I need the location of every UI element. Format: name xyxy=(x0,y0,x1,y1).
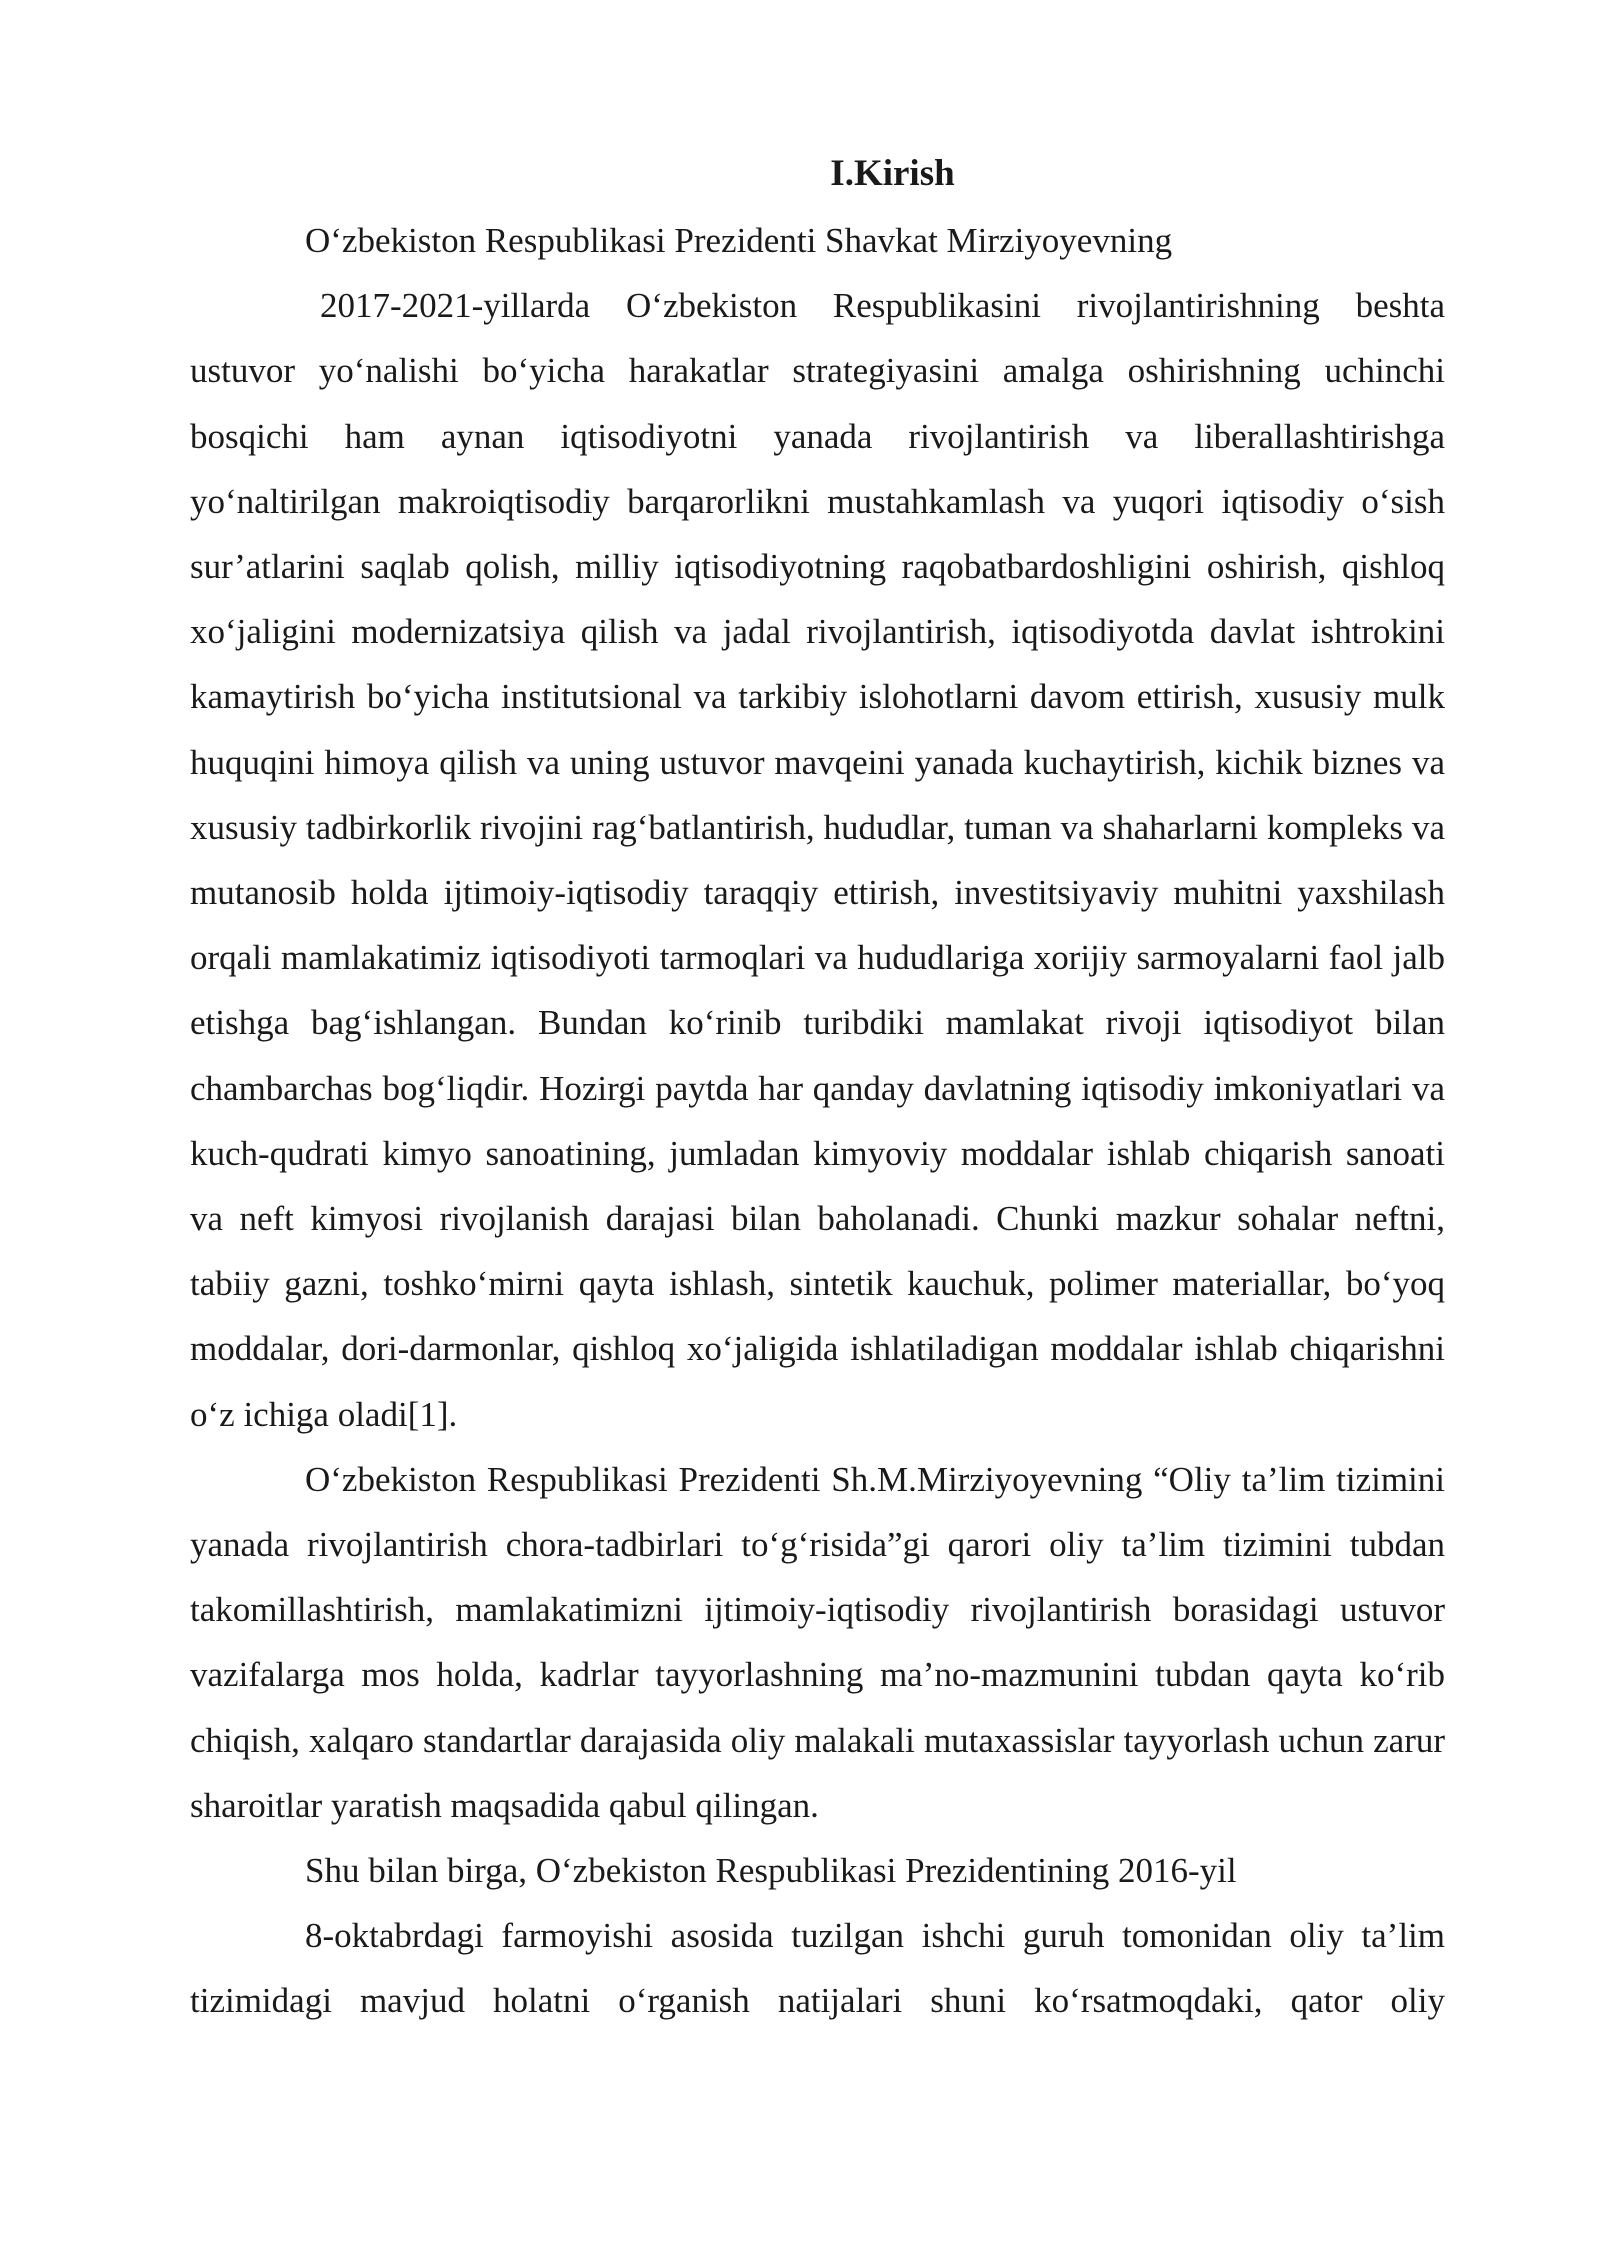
paragraph-working-group: 8-oktabrdagi farmoyishi asosida tuzilgan ishchi guruh tomonidan oliy ta’lim tizimidagi mavjud holatni o‘rganish natijalari shuni ko‘rsatmoqdaki, qator oliy xyxy=(190,1916,1445,2021)
paragraph-president-intro: O‘zbekiston Respublikasi Prezidenti Shavkat Mirziyoyevning xyxy=(305,221,1173,260)
paragraph-2016-order: Shu bilan birga, O‘zbekiston Respublikasi Prezidentining 2016-yil xyxy=(305,1851,1237,1891)
paragraph-higher-education-decree: O‘zbekiston Respublikasi Prezidenti Sh.M.Mirziyoyevning “Oliy ta’lim tizimini yanada rivojlantirish chora-tadbirlari to‘g‘risida”gi qarori oliy ta’lim tizimini tubdan takomillashtirish, mamlakatimizni ijtimoiy-iqtisodiy rivojlantirish borasidagi ustuvor vazifalarga mos holda, kadrlar tayyorlashning ma’no-mazmunini tubdan qayta ko‘rib chiqish, xalqaro standartlar darajasida oliy malakali mutaxassislar tayyorlash uchun zarur sharoitlar yaratish maqsadida qabul qilingan. xyxy=(190,1459,1445,1825)
section-heading: I.Kirish xyxy=(830,153,955,194)
document-page xyxy=(190,150,1445,2034)
paragraph-strategy: 2017-2021-yillarda O‘zbekiston Respublikasini rivojlantirishning beshta ustuvor yo‘nalishi bo‘yicha harakatlar strategiyasini amalga oshirishning uchinchi bosqichi ham aynan iqtisodiyotni yanada rivojlantirish va liberallashtirishga yo‘naltirilgan makroiqtisodiy barqarorlikni mustahkamlash va yuqori iqtisodiy o‘sish sur’atlarini saqlab qolish, milliy iqtisodiyotning raqobatbardoshligini oshirish, qishloq xo‘jaligini modernizatsiya qilish va jadal rivojlantirish, iqtisodiyotda davlat ishtrokini kamaytirish bo‘yicha institutsional va tarkibiy islohotlarni davom ettirish, xususiy mulk huquqini himoya qilish va uning ustuvor mavqeini yanada kuchaytirish, kichik biznes va xususiy tadbirkorlik rivojini rag‘batlantirish, hududlar, tuman va shaharlarni kompleks va mutanosib holda ijtimoiy-iqtisodiy taraqqiy ettirish, investitsiyaviy muhitni yaxshilash orqali mamlakatimiz iqtisodiyoti tarmoqlari va hududlariga xorijiy sarmoyalarni faol jalb etishga bag‘ishlangan. Bundan ko‘rinib turibdiki mamlakat rivoji iqtisodiyot bilan chambarchas bog‘liqdir. Hozirgi paytda har qanday davlatning iqtisodiy imkoniyatlari va kuch-qudrati kimyo sanoatining, jumladan kimyoviy moddalar ishlab chiqarish sanoati va neft kimyosi rivojlanish darajasi bilan baholanadi. Chunki mazkur sohalar neftni, tabiiy gazni, toshko‘mirni qayta ishlash, sintetik kauchuk, polimer materiallar, bo‘yoq moddalar, dori-darmonlar, qishloq xo‘jaligida ishlatiladigan moddalar ishlab chiqarishni o‘z ichiga oladi[1]. xyxy=(190,286,1445,1434)
